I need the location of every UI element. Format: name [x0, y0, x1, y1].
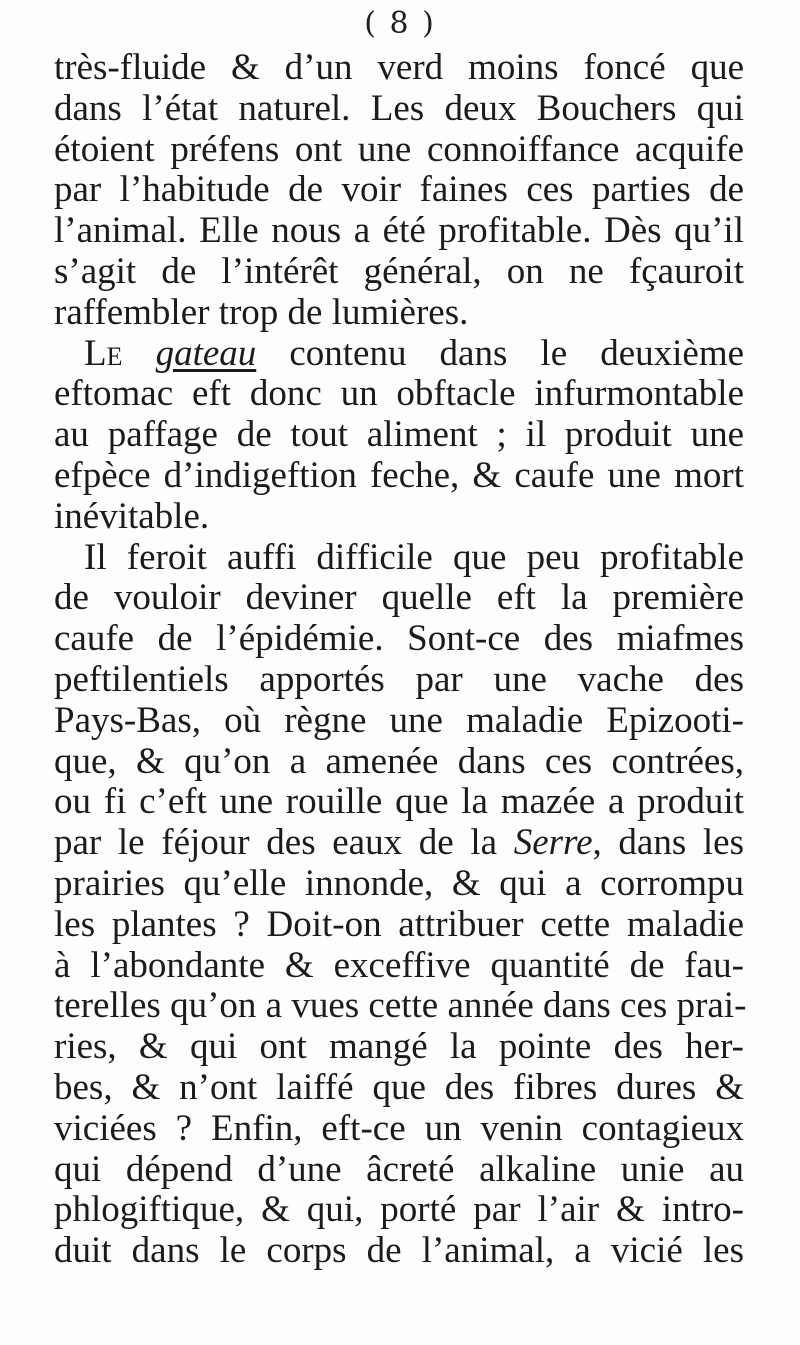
text-line: inévitable.	[54, 495, 210, 537]
text-line: dans l’état naturel. Les deux Bouchers qui	[54, 87, 744, 129]
text-line: peftilentiels apportés par une vache des	[54, 658, 744, 700]
text-line: ries, & qui ont mangé la pointe des her-	[54, 1026, 744, 1068]
line-start: par le féjour des eaux de la	[54, 822, 498, 864]
text-line: eftomac eft donc un obftacle infurmontable	[54, 373, 744, 415]
text-line: s’agit de l’intérêt général, on ne fçauroit	[54, 250, 744, 292]
text-line: duit dans le corps de l’animal, a vicié les	[54, 1230, 744, 1272]
emphasized-word: Serre	[513, 822, 593, 864]
text-line: terelles qu’on a vues cette année dans ces prai-	[54, 985, 747, 1027]
text-line: l’animal. Elle nous a été profitable. Dès qu’il	[54, 210, 744, 252]
line-end: , dans les	[592, 822, 744, 864]
text-line: à l’abondante & exceffive quantité de fau-	[54, 944, 744, 986]
text-line: raffembler trop de lumières.	[54, 291, 469, 333]
text-line	[54, 823, 744, 864]
emphasized-word: gateau	[155, 332, 257, 374]
text-line: de vouloir deviner quelle eft la première	[54, 577, 744, 619]
text-line: phlogiftique, & qui, porté par l’air & intro-	[54, 1189, 744, 1231]
text-line: très-fluide & d’un verd moins foncé que	[54, 47, 744, 88]
page-number: ( 8 )	[364, 6, 436, 41]
text-line: bes, & n’ont laiffé que des fibres dures &	[54, 1066, 744, 1108]
text-line: les plantes ? Doit-on attribuer cette maladie	[54, 903, 744, 945]
text-line: prairies qu’elle innonde, & qui a corrompu	[54, 862, 744, 904]
text-line: que, & qu’on a amenée dans ces contrées,	[54, 740, 744, 782]
text-line: au paffage de tout aliment ; il produit une	[54, 414, 744, 456]
text-line: efpèce d’indigeftion feche, & caufe une mort	[54, 454, 744, 496]
text-line: caufe de l’épidémie. Sont-ce des miafmes	[54, 618, 744, 660]
body-text	[54, 47, 747, 1272]
text-line-paragraph-start	[54, 334, 744, 375]
text-line-paragraph-start: Il feroit auffi difficile que peu profitable	[84, 536, 744, 578]
paragraph-lead-word: Le	[84, 332, 123, 374]
text-line: Pays-Bas, où règne une maladie Epizooti-	[54, 699, 744, 741]
line-rest: contenu dans le deuxième	[289, 332, 745, 374]
text-line: ou fi c’eft une rouille que la mazée a produit	[54, 781, 744, 823]
text-line: qui dépend d’une âcreté alkaline unie au	[54, 1148, 744, 1190]
text-line: viciées ? Enfin, eft-ce un venin contagieux	[54, 1107, 744, 1149]
text-line: étoient préfens ont une connoiffance acquife	[54, 128, 744, 170]
text-line: par l’habitude de voir faines ces parties de	[54, 169, 744, 211]
